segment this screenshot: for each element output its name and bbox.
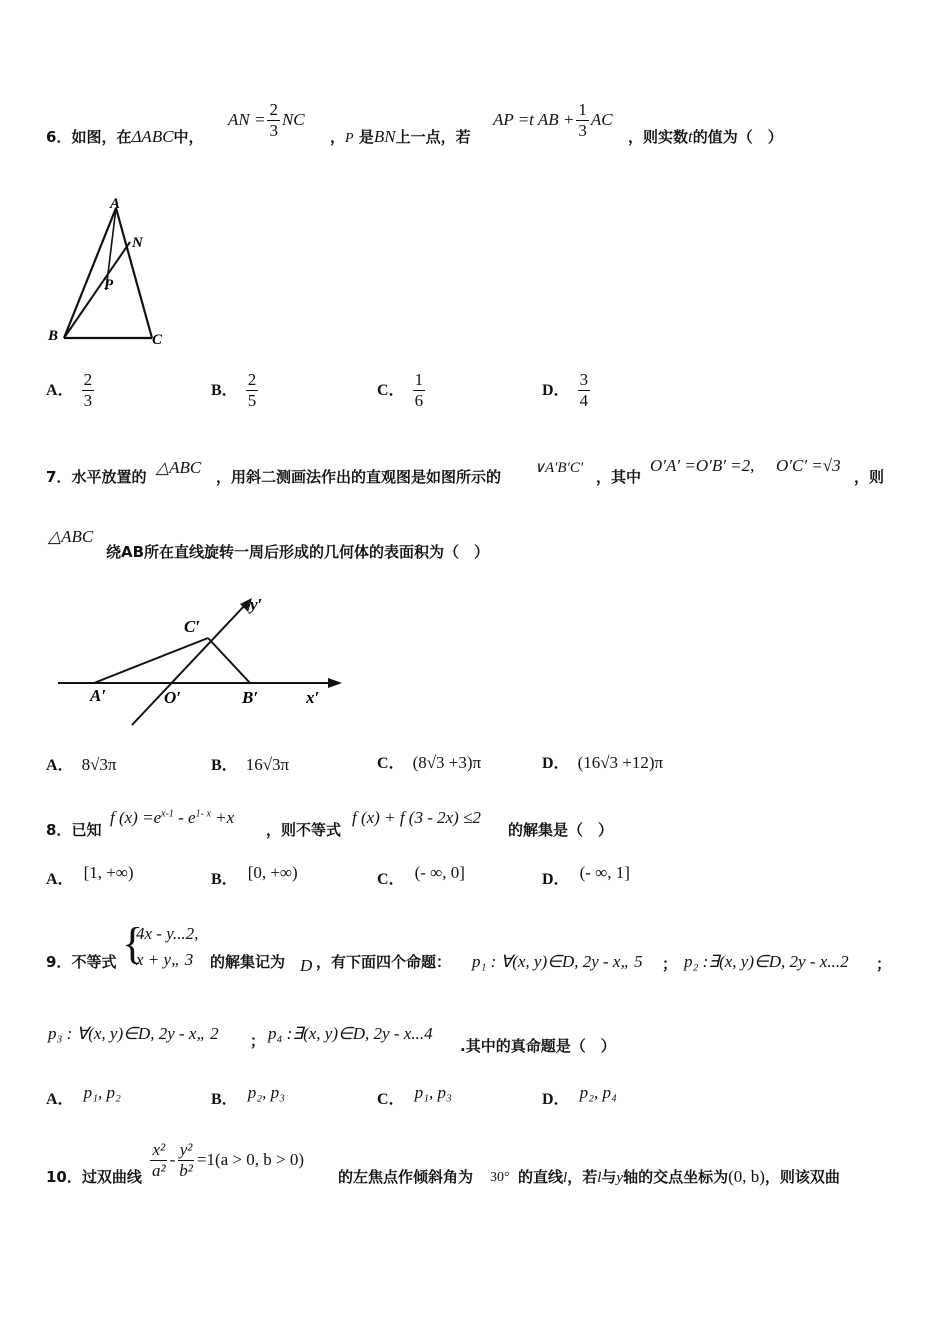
q8-inequality: f (x) + f (3 - 2x) ≤2 bbox=[352, 808, 481, 827]
q8-option-a: A． [1, +∞) bbox=[46, 863, 134, 888]
q9-system-line2: x + y„ 3 bbox=[136, 950, 194, 969]
q8-text2: ，则不等式 bbox=[266, 821, 342, 839]
q6-option-a: A． $\frac{2}{3}$ bbox=[46, 370, 93, 410]
q8-option-b: B． [0, +∞) bbox=[211, 863, 298, 888]
q9-option-c: C． p₁, p₃ bbox=[377, 1083, 452, 1108]
label-x-prime: x′ bbox=[306, 688, 320, 707]
q7-oblique-figure bbox=[50, 590, 350, 740]
label-c: C bbox=[152, 332, 163, 348]
label-p: P bbox=[104, 277, 114, 293]
q8-option-d: D． (- ∞, 1] bbox=[542, 863, 630, 888]
q9-option-d: D． p₂, p₄ bbox=[542, 1083, 617, 1108]
q9-text4: .其中的真命题是（ ） bbox=[460, 1037, 616, 1055]
q6-point-text: ，P 是BN上一点，若 bbox=[330, 127, 471, 146]
q9-sep2: ； bbox=[876, 955, 892, 973]
q6-option-b: B． $\frac{2}{5}$ bbox=[211, 370, 257, 410]
q6-option-c: C． $\frac{1}{6}$ bbox=[377, 370, 424, 410]
q9-p2: p₂ :∃(x, y)∈D, 2y - x...2 bbox=[684, 952, 849, 971]
q7-option-a: A． 8√3π bbox=[46, 755, 117, 774]
question-8-number: 8． bbox=[46, 821, 72, 839]
q9-sep1: ； bbox=[662, 955, 678, 973]
q9-p3: p₃ : ∀(x, y)∈D, 2y - x„ 2 bbox=[48, 1024, 219, 1043]
question-10-stem: 10．过双曲线 bbox=[46, 1168, 142, 1186]
q9-text2: 的解集记为 bbox=[210, 953, 286, 971]
q6-option-d: D． $\frac{3}{4}$ bbox=[542, 370, 589, 410]
question-6-number: 6． bbox=[46, 128, 72, 146]
q9-option-a: A． p₁, p₂ bbox=[46, 1083, 121, 1108]
question-7-number: 7． bbox=[46, 468, 72, 486]
q9-text3: ，有下面四个命题： bbox=[316, 953, 452, 971]
q7-triangle-2: △ABC bbox=[48, 527, 94, 546]
q7-text3: ，其中 bbox=[596, 468, 642, 486]
q8-text3: 的解集是（ ） bbox=[508, 821, 614, 839]
q7-condition: O′A′ =O′B′ =2, bbox=[650, 456, 755, 475]
question-9-stem: 9．不等式 bbox=[46, 953, 117, 971]
q6-tail: ，则实数t的值为（ ） bbox=[628, 127, 783, 146]
q9-system-line1: 4x - y...2, bbox=[136, 924, 199, 943]
q9-p4: p₄ :∃(x, y)∈D, 2y - x...4 bbox=[268, 1024, 433, 1043]
q7-line2: 绕AB所在直线旋转一周后形成的几何体的表面积为（ ） bbox=[106, 543, 490, 561]
q7-triangle: △ABC bbox=[156, 458, 202, 477]
q8-option-c: C． (- ∞, 0] bbox=[377, 863, 465, 888]
edge-c-b bbox=[208, 638, 250, 683]
q6-an-formula: AN = $\frac{2}{3}$ NC bbox=[228, 100, 305, 140]
q10-angle: 30° bbox=[490, 1170, 510, 1185]
q7-option-b: B． 16√3π bbox=[211, 755, 290, 774]
q10-hyperbola-equation: $\frac{\text{x²}}{\text{a²}}$ - $\frac{\text{y²}}{\text{b²}}$ =1(a > 0, b > 0) bbox=[152, 1140, 305, 1180]
edge-ac bbox=[116, 208, 152, 338]
label-n: N bbox=[132, 235, 143, 251]
question-10-number: 10． bbox=[46, 1168, 82, 1186]
question-7-stem: 7．水平放置的 bbox=[46, 468, 147, 486]
q6-triangle-figure bbox=[44, 190, 184, 350]
q9-sep3: ； bbox=[250, 1032, 266, 1050]
q7-option-d: D． (16√3 +12)π bbox=[542, 753, 664, 772]
label-a: A bbox=[110, 196, 121, 212]
q7-oc: O′C′ =√3 bbox=[776, 456, 841, 475]
label-o-prime: O′ bbox=[164, 688, 182, 707]
question-9-number: 9． bbox=[46, 953, 72, 971]
question-8-stem: 8．已知 bbox=[46, 821, 102, 839]
q10-text3: 的直线l，若l与y轴的交点坐标为(0, b)，则该双曲 bbox=[518, 1167, 840, 1186]
q9-set-d: D bbox=[300, 956, 313, 975]
label-a-prime: A′ bbox=[90, 686, 107, 705]
q7-triangle-prime: ∨A′B′C′ bbox=[534, 460, 584, 476]
q10-text2: 的左焦点作倾斜角为 bbox=[338, 1168, 474, 1186]
edge-a-c bbox=[94, 638, 208, 683]
q7-option-c: C． (8√3 +3)π bbox=[377, 753, 482, 772]
question-6-stem: 6．如图，在ΔABC中， bbox=[46, 127, 204, 146]
q9-p1: p₁ : ∀(x, y)∈D, 2y - x„ 5 bbox=[472, 952, 643, 971]
q9-option-b: B． p₂, p₃ bbox=[211, 1083, 286, 1108]
q9-system-brace: { bbox=[122, 919, 144, 968]
q7-text2: ，用斜二测画法作出的直观图是如图所示的 bbox=[216, 468, 502, 486]
label-y-prime: y′ bbox=[250, 595, 263, 614]
label-c-prime: C′ bbox=[184, 617, 201, 636]
x-axis-arrow bbox=[328, 678, 342, 688]
q6-ap-formula: AP =t AB + $\frac{1}{3}$ AC bbox=[493, 100, 613, 140]
label-b-prime: B′ bbox=[242, 688, 259, 707]
label-b: B bbox=[48, 328, 59, 344]
q7-text4: ，则 bbox=[854, 468, 885, 486]
q8-function: f $(x) =e^{x-1} - e^{1- x} +x$ bbox=[110, 808, 235, 827]
